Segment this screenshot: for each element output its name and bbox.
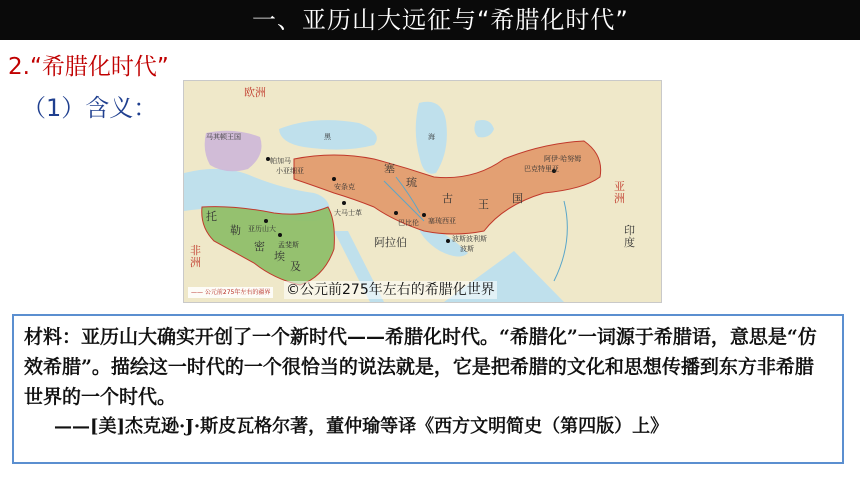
label-europe: 欧洲 <box>244 86 266 99</box>
label-caspian-sea: 海 <box>428 133 435 141</box>
map-legend: —— 公元前275年左右的疆界 <box>188 287 273 298</box>
label-india: 印 度 <box>624 224 635 249</box>
label-ptolemy-3: 密 <box>254 240 265 253</box>
label-memphis: 孟斐斯 <box>278 241 299 249</box>
label-ptolemy-2: 勒 <box>230 224 241 237</box>
label-seleucid-5: 国 <box>512 192 523 205</box>
label-seleucid-2: 琉 <box>406 176 417 189</box>
label-ptolemy-1: 托 <box>206 210 217 223</box>
label-ptolemy-4: 埃 <box>274 250 285 263</box>
material-citation: ——[美]杰克逊·J·斯皮瓦格尔著，董仲瑜等译《西方文明简史（第四版）上》 <box>54 416 669 437</box>
material-text: 材料：亚历山大确实开创了一个新时代——希腊化时代。“希腊化”一词源于希腊语，意思是“仿效希腊”。描绘这一时代的一个很恰当的说法就是，它是把希腊的文化和思想传播到东方非希腊世界的一个时代。 <box>24 326 817 408</box>
map-graphic <box>184 81 661 302</box>
label-seleucid-4: 王 <box>478 198 489 211</box>
label-africa: 非 洲 <box>190 244 201 269</box>
label-asia-minor: 小亚细亚 <box>276 167 304 175</box>
label-antioch: 安条克 <box>334 183 355 191</box>
label-damascus: 大马士革 <box>334 209 362 217</box>
label-arabia: 阿拉伯 <box>374 236 407 249</box>
label-bactria: 巴克特里亚 <box>524 165 559 173</box>
label-babylon: 巴比伦 <box>398 219 419 227</box>
label-persepolis: 波斯波利斯 <box>452 235 487 243</box>
title-bar <box>0 0 860 40</box>
label-asia: 亚 洲 <box>614 180 625 205</box>
label-black-sea: 黑 <box>324 133 331 141</box>
label-macedonia: 马其顿王国 <box>206 133 241 141</box>
hellenistic-world-map <box>183 80 662 303</box>
label-seleucid-3: 古 <box>442 192 453 205</box>
label-ai-khanoum: 阿伊·哈努姆 <box>544 155 582 163</box>
label-pergamon: 帕加马 <box>270 157 291 165</box>
label-seleucid-1: 塞 <box>384 162 395 175</box>
label-seleucia: 塞琉西亚 <box>428 217 456 225</box>
material-quote-box <box>12 314 844 464</box>
label-persia: 波斯 <box>460 245 474 253</box>
label-alexandria: 亚历山大 <box>248 225 276 233</box>
slide-title: 一、亚历山大远征与“希腊化时代” <box>252 6 629 34</box>
label-ptolemy-5: 及 <box>290 260 301 273</box>
subsection-heading: （1）含义： <box>22 94 158 122</box>
section-heading: 2.“希腊化时代” <box>8 54 169 80</box>
map-caption: ©公元前275年左右的希腊化世界 <box>286 282 495 298</box>
